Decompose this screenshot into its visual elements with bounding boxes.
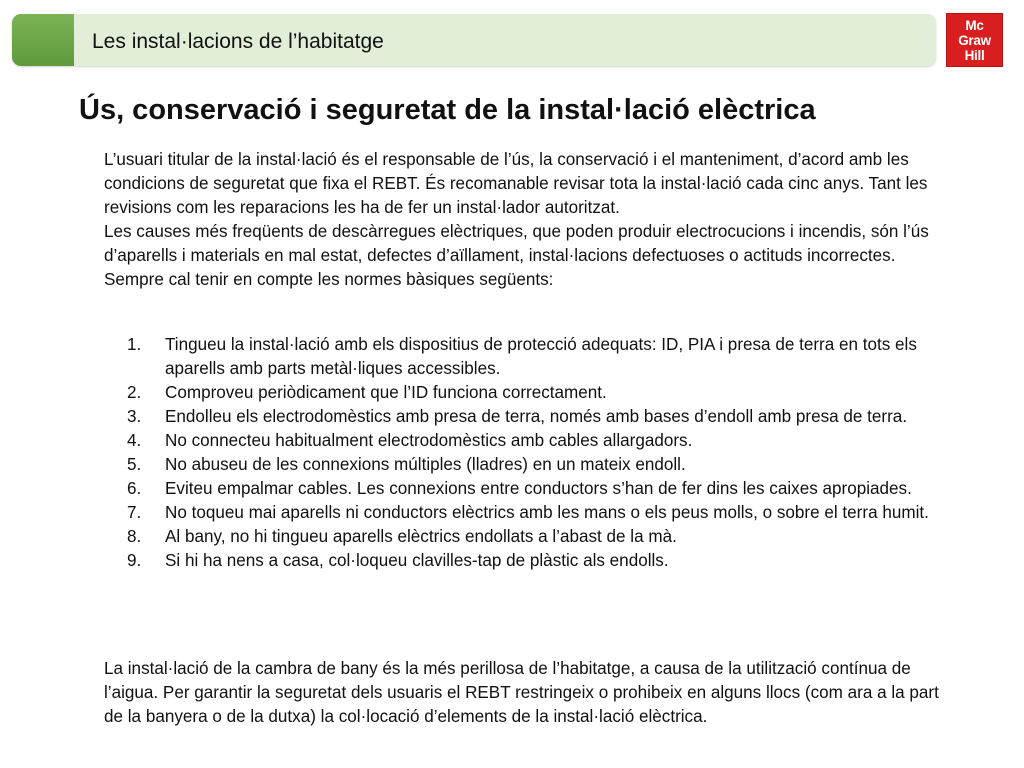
list-item [122, 405, 962, 429]
list-item-number: 2. [127, 383, 142, 402]
header-accent [12, 14, 74, 66]
list-item-number: 4. [127, 431, 142, 450]
list-item [122, 549, 962, 573]
list-item-text: Tingueu la instal·lació amb els dispositius de protecció adequats: ID, PIA i presa de terra en tots els aparells amb parts metàl·liques accessibles. [165, 335, 917, 378]
list-item [122, 333, 962, 381]
publisher-logo [946, 13, 1003, 67]
list-item-number: 6. [127, 479, 142, 498]
list-item-number: 8. [127, 527, 142, 546]
intro-paragraph-1: L’usuari titular de la instal·lació és el responsable de l’ús, la conservació i el manteniment, d’acord amb les condicions de seguretat que fixa el REBT. És recomanable revisar tota la instal·lació cada cinc anys. Tant les revisions com les reparacions les ha de fer un instal·lador autoritzat. [104, 150, 928, 217]
list-item-number: 1. [127, 335, 142, 354]
list-item-number: 3. [127, 407, 142, 426]
list-item [122, 477, 962, 501]
list-item-text: Eviteu empalmar cables. Les connexions entre conductors s’han de fer dins les caixes apropiades. [165, 479, 912, 498]
header-bar [12, 14, 936, 66]
list-item-number: 7. [127, 503, 142, 522]
list-item-text: No toqueu mai aparells ni conductors elèctrics amb les mans o els peus molls, o sobre el terra humit. [165, 503, 929, 522]
list-item [122, 381, 962, 405]
list-item-text: Endolleu els electrodomèstics amb presa de terra, només amb bases d’endoll amb presa de terra. [165, 407, 908, 426]
list-item-text: No connecteu habitualment electrodomèstics amb cables allargadors. [165, 431, 693, 450]
intro-text [104, 148, 989, 292]
list-item [122, 501, 962, 525]
list-item [122, 525, 962, 549]
rules-list [122, 333, 962, 573]
outro-paragraph: La instal·lació de la cambra de bany és la més perillosa de l’habitatge, a causa de la utilització contínua de l’aigua. Per garantir la seguretat dels usuaris el REBT restringeix o prohibeix en alguns llocs (com ara a la part de la banyera o de la dutxa) la col·locació d’elements de la instal·lació elèctrica. [104, 659, 939, 726]
list-item [122, 453, 962, 477]
list-item-text: Al bany, no hi tingueu aparells elèctrics endollats a l’abast de la mà. [165, 527, 677, 546]
list-item-number: 9. [127, 551, 142, 570]
list-item-text: No abuseu de les connexions múltiples (lladres) en un mateix endoll. [165, 455, 686, 474]
list-item-number: 5. [127, 455, 142, 474]
logo-line-2: Graw [958, 33, 991, 48]
page-title: Ús, conservació i seguretat de la instal·lació elèctrica [79, 94, 816, 126]
intro-paragraph-2: Les causes més freqüents de descàrregues elèctriques, que poden produir electrocucions i incendis, són l’ús d’aparells i materials en mal estat, defectes d’aïllament, instal·lacions defectuoses o actituds incorrectes. [104, 222, 929, 265]
list-item-text: Comproveu periòdicament que l’ID funciona correctament. [165, 383, 607, 402]
intro-paragraph-3: Sempre cal tenir en compte les normes bàsiques següents: [104, 270, 554, 289]
logo-line-3: Hill [964, 48, 985, 63]
header-title: Les instal·lacions de l’habitatge [92, 30, 384, 53]
list-item [122, 429, 962, 453]
logo-line-1: Mc [965, 18, 984, 33]
list-item-text: Si hi ha nens a casa, col·loqueu clavilles-tap de plàstic als endolls. [165, 551, 669, 570]
